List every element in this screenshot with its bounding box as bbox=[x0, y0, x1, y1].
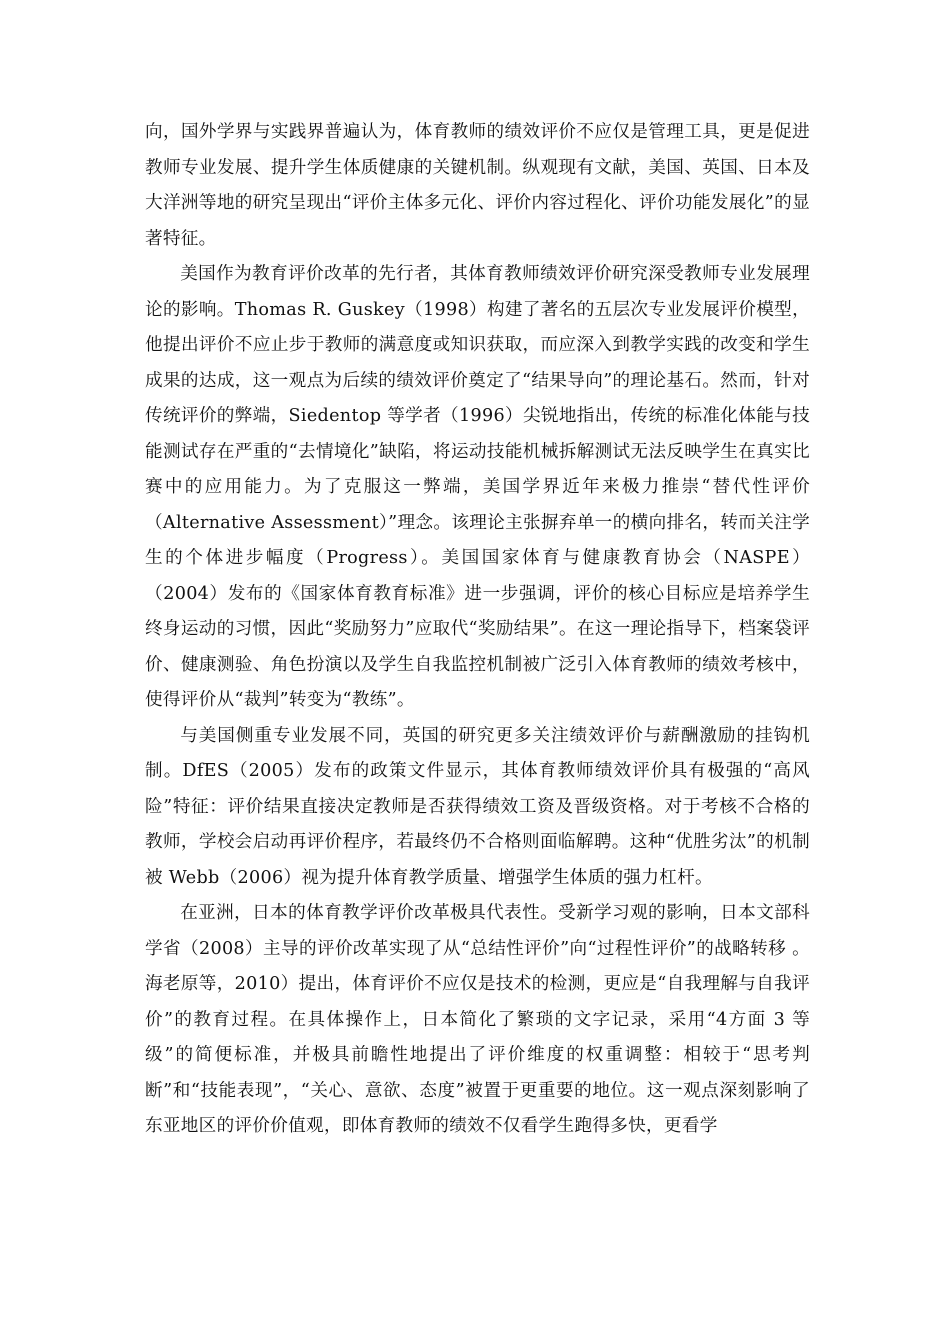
paragraph-uk: 与美国侧重专业发展不同，英国的研究更多关注绩效评价与薪酬激励的挂钩机制。DfES（2005）发布的政策文件显示，其体育教师绩效评价具有极强的“高风险”特征：评价结果直接决定教师是否获得绩效工资及晋级资格。对于考核不合格的教师，学校会启动再评价程序，若最终仍不合格则面临解聘。这种“优胜劣汰”的机制被 Webb（2006）视为提升体育教学质量、增强学生体质的强力杠杆。 bbox=[145, 725, 810, 888]
paragraph-continuation: 向，国外学界与实践界普遍认为，体育教师的绩效评价不应仅是管理工具，更是促进教师专业发展、提升学生体质健康的关键机制。纵观现有文献，美国、英国、日本及大洋洲等地的研究呈现出“评价主体多元化、评价内容过程化、评价功能发展化”的显著特征。 bbox=[145, 122, 810, 249]
paragraph-japan: 在亚洲，日本的体育教学评价改革极具代表性。受新学习观的影响，日本文部科学省（2008）主导的评价改革实现了从“总结性评价”向“过程性评价”的战略转移 。海老原等，2010）提出，体育评价不应仅是技术的检测，更应是“自我理解与自我评价”的教育过程。在具体操作上，日本简化了繁琐的文字记录，采用“4方面 3 等级”的简便标准，并极具前瞻性地提出了评价维度的权重调整：相较于“思考判断”和“技能表现”，“关心、意欲、态度”被置于更重要的地位。这一观点深刻影响了东亚地区的评价价值观，即体育教师的绩效不仅看学生跑得多快，更看学 bbox=[145, 903, 810, 1136]
body-text bbox=[145, 115, 810, 1145]
paragraph-usa: 美国作为教育评价改革的先行者，其体育教师绩效评价研究深受教师专业发展理论的影响。Thomas R. Guskey（1998）构建了著名的五层次专业发展评价模型，他提出评价不应止步于教师的满意度或知识获取，而应深入到教学实践的改变和学生成果的达成，这一观点为后续的绩效评价奠定了“结果导向”的理论基石。然而，针对传统评价的弊端，Siedentop 等学者（1996）尖锐地指出，传统的标准化体能与技能测试存在严重的“去情境化”缺陷，将运动技能机械拆解测试无法反映学生在真实比赛中的应用能力。为了克服这一弊端，美国学界近年来极力推崇“替代性评价（Alternative Assessment）”理念。该理论主张摒弃单一的横向排名，转而关注学生的个体进步幅度（Progress）。美国国家体育与健康教育协会（NASPE）（2004）发布的《国家体育教育标准》进一步强调，评价的核心目标应是培养学生终身运动的习惯，因此“奖励努力”应取代“奖励结果”。在这一理论指导下，档案袋评价、健康测验、角色扮演以及学生自我监控机制被广泛引入体育教师的绩效考核中，使得评价从“裁判”转变为“教练”。 bbox=[145, 264, 810, 710]
